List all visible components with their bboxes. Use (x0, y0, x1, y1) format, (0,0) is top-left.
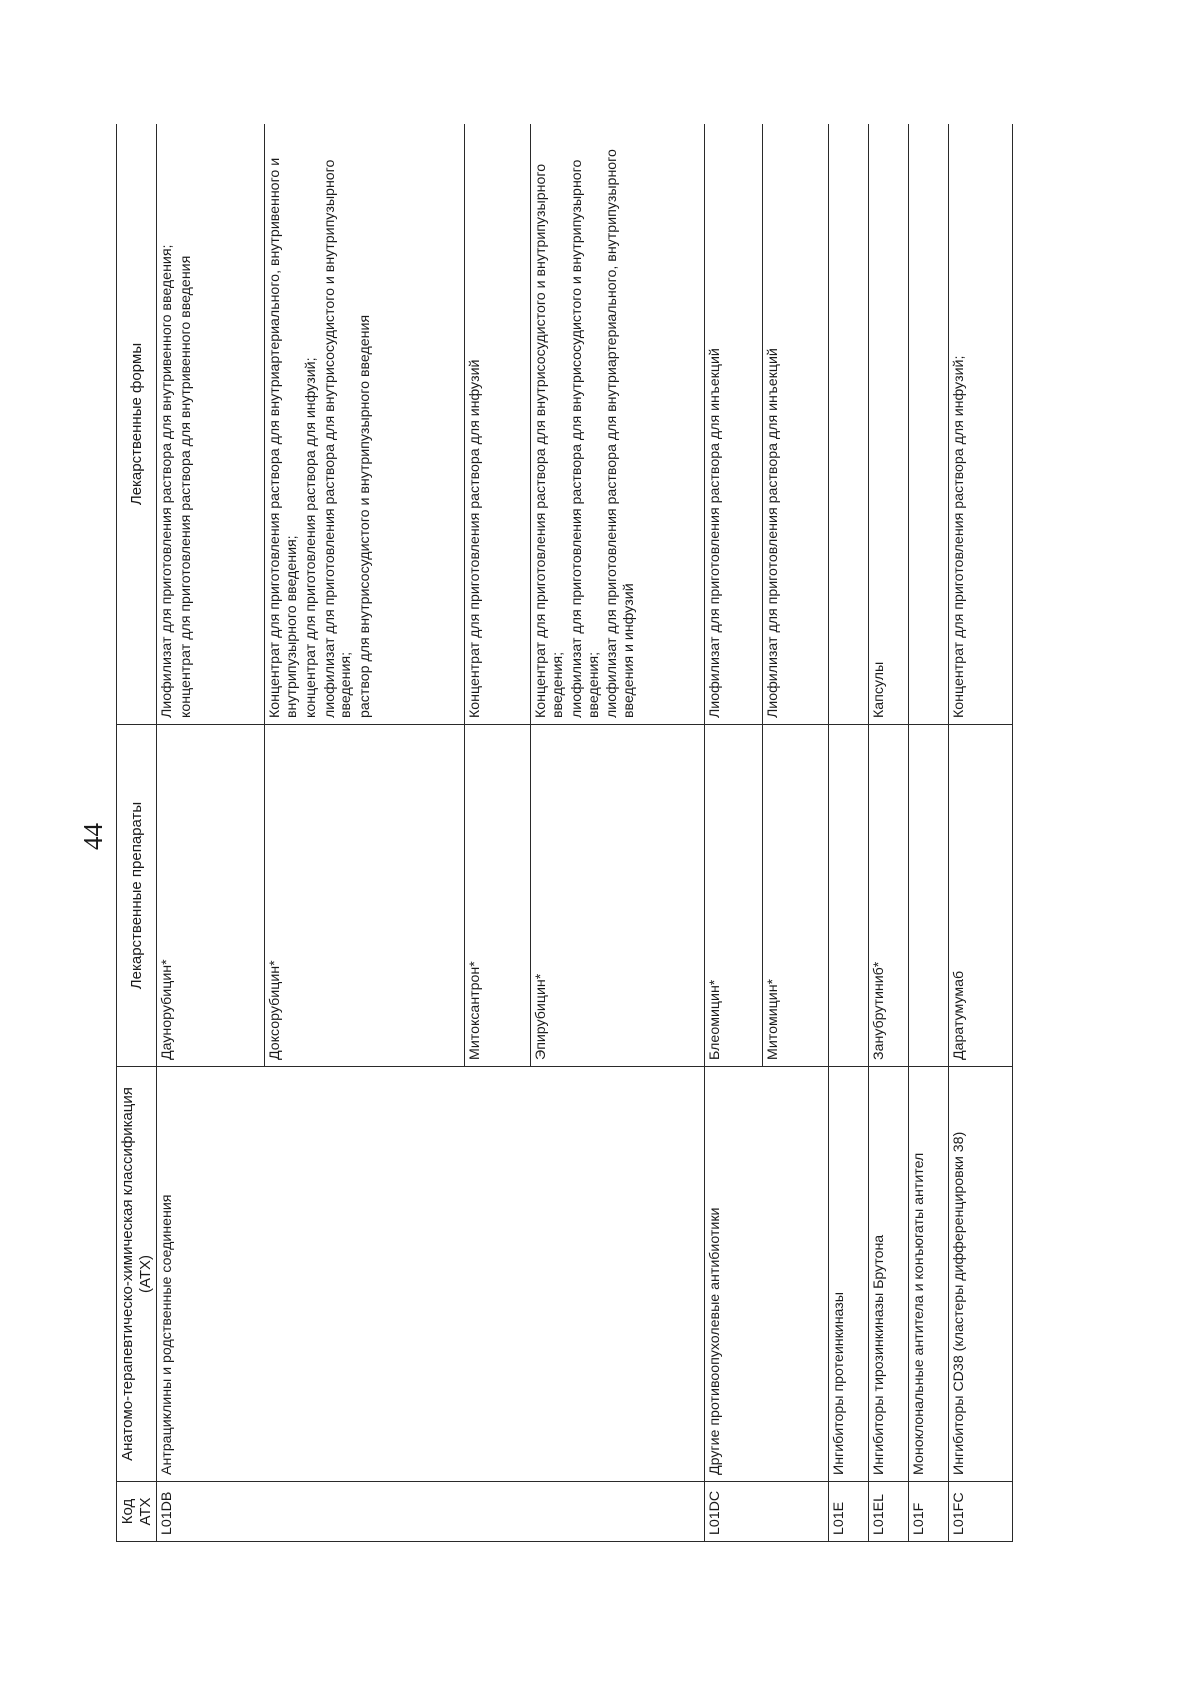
drug-classification-table (116, 124, 1013, 1542)
drug-name-cell: Занубрутиниб* (869, 725, 909, 1067)
header-code: Код АТХ (117, 1482, 157, 1542)
dosage-forms-cell (829, 124, 869, 725)
dosage-form-item: лиофилизат для приготовления раствора для внутрисосудистого и внутрипузырного введения; (321, 159, 355, 718)
atc-code-cell: L01F (909, 1482, 949, 1542)
dosage-form-item: Концентрат для приготовления раствора для внутриартериального, внутривенного и внутрипузырного введения; (267, 157, 301, 718)
drug-name-cell: Митоксантрон* (465, 725, 531, 1067)
dosage-form-item: лиофилизат для приготовления раствора для внутриартериального, внутрипузырного введения и инфузий (604, 149, 638, 718)
dosage-form-item: Концентрат для приготовления раствора для внутрисосудистого и внутрипузырного введения; (533, 163, 567, 718)
atc-class-cell: Моноклональные антитела и конъюгаты антител (909, 1067, 949, 1482)
drug-name-cell (829, 725, 869, 1067)
dosage-form-item: Лиофилизат для приготовления раствора для внутривенного введения; (159, 244, 176, 718)
drug-name-cell: Даунорубицин* (157, 725, 265, 1067)
header-drugs: Лекарственные препараты (117, 725, 157, 1067)
drug-name-cell: Эпирубицин* (531, 725, 705, 1067)
dosage-form-item: концентрат для приготовления раствора для инфузий; (302, 357, 319, 718)
table-row (949, 124, 1013, 1542)
dosage-forms-cell (763, 124, 829, 725)
dosage-form-item: Концентрат для приготовления раствора для инфузий (467, 359, 484, 718)
rotated-table-area (116, 124, 1072, 1542)
dosage-forms-cell (909, 124, 949, 725)
dosage-forms-cell (465, 124, 531, 725)
table-row (829, 124, 869, 1542)
dosage-forms-cell (949, 124, 1013, 725)
dosage-form-item: Концентрат для приготовления раствора для инфузий; (951, 355, 968, 718)
drug-name-cell: Доксорубицин* (265, 725, 465, 1067)
dosage-form-item: лиофилизат для приготовления раствора для внутрисосудистого и внутрипузырного введения; (568, 159, 602, 718)
atc-code-cell: L01FC (949, 1482, 1013, 1542)
atc-class-cell: Ингибиторы протеинкиназы (829, 1067, 869, 1482)
table-viewport (116, 124, 1072, 1542)
atc-code-cell: L01DB (157, 1482, 705, 1542)
dosage-forms-cell (265, 124, 465, 725)
header-atc: Анатомо-терапевтическо-химическая классификация (АТХ) (117, 1067, 157, 1482)
dosage-form-item: концентрат для приготовления раствора для внутривенного введения (178, 255, 195, 718)
drug-name-cell (909, 725, 949, 1067)
atc-code-cell: L01E (829, 1482, 869, 1542)
table-row (909, 124, 949, 1542)
header-forms: Лекарственные формы (117, 124, 157, 725)
atc-code-cell: L01DC (705, 1482, 829, 1542)
dosage-forms-cell: Капсулы (869, 124, 909, 725)
atc-code-cell: L01EL (869, 1482, 909, 1542)
table-row (705, 124, 763, 1542)
dosage-forms-cell (705, 124, 763, 725)
page-number (76, 806, 110, 866)
table-row (157, 124, 265, 1542)
dosage-forms-cell (157, 124, 265, 725)
table-header-row (117, 124, 157, 1542)
dosage-form-item: Лиофилизат для приготовления раствора для инъекций (765, 348, 782, 718)
atc-class-cell: Ингибиторы CD38 (кластеры дифференцировки 38) (949, 1067, 1013, 1482)
drug-name-cell: Митомицин* (763, 725, 829, 1067)
dosage-forms-cell (531, 124, 705, 725)
atc-class-cell: Ингибиторы тирозинкиназы Брутона (869, 1067, 909, 1482)
table-row (869, 124, 909, 1542)
dosage-form-item: раствор для внутрисосудистого и внутрипузырного введения (357, 314, 374, 718)
drug-name-cell: Блеомицин* (705, 725, 763, 1067)
page-number-text: 44 (77, 822, 108, 850)
atc-class-cell: Антрациклины и родственные соединения (157, 1067, 705, 1482)
atc-class-cell: Другие противоопухолевые антибиотики (705, 1067, 829, 1482)
drug-name-cell: Даратумумаб (949, 725, 1013, 1067)
dosage-form-item: Лиофилизат для приготовления раствора для инъекций (707, 348, 724, 718)
